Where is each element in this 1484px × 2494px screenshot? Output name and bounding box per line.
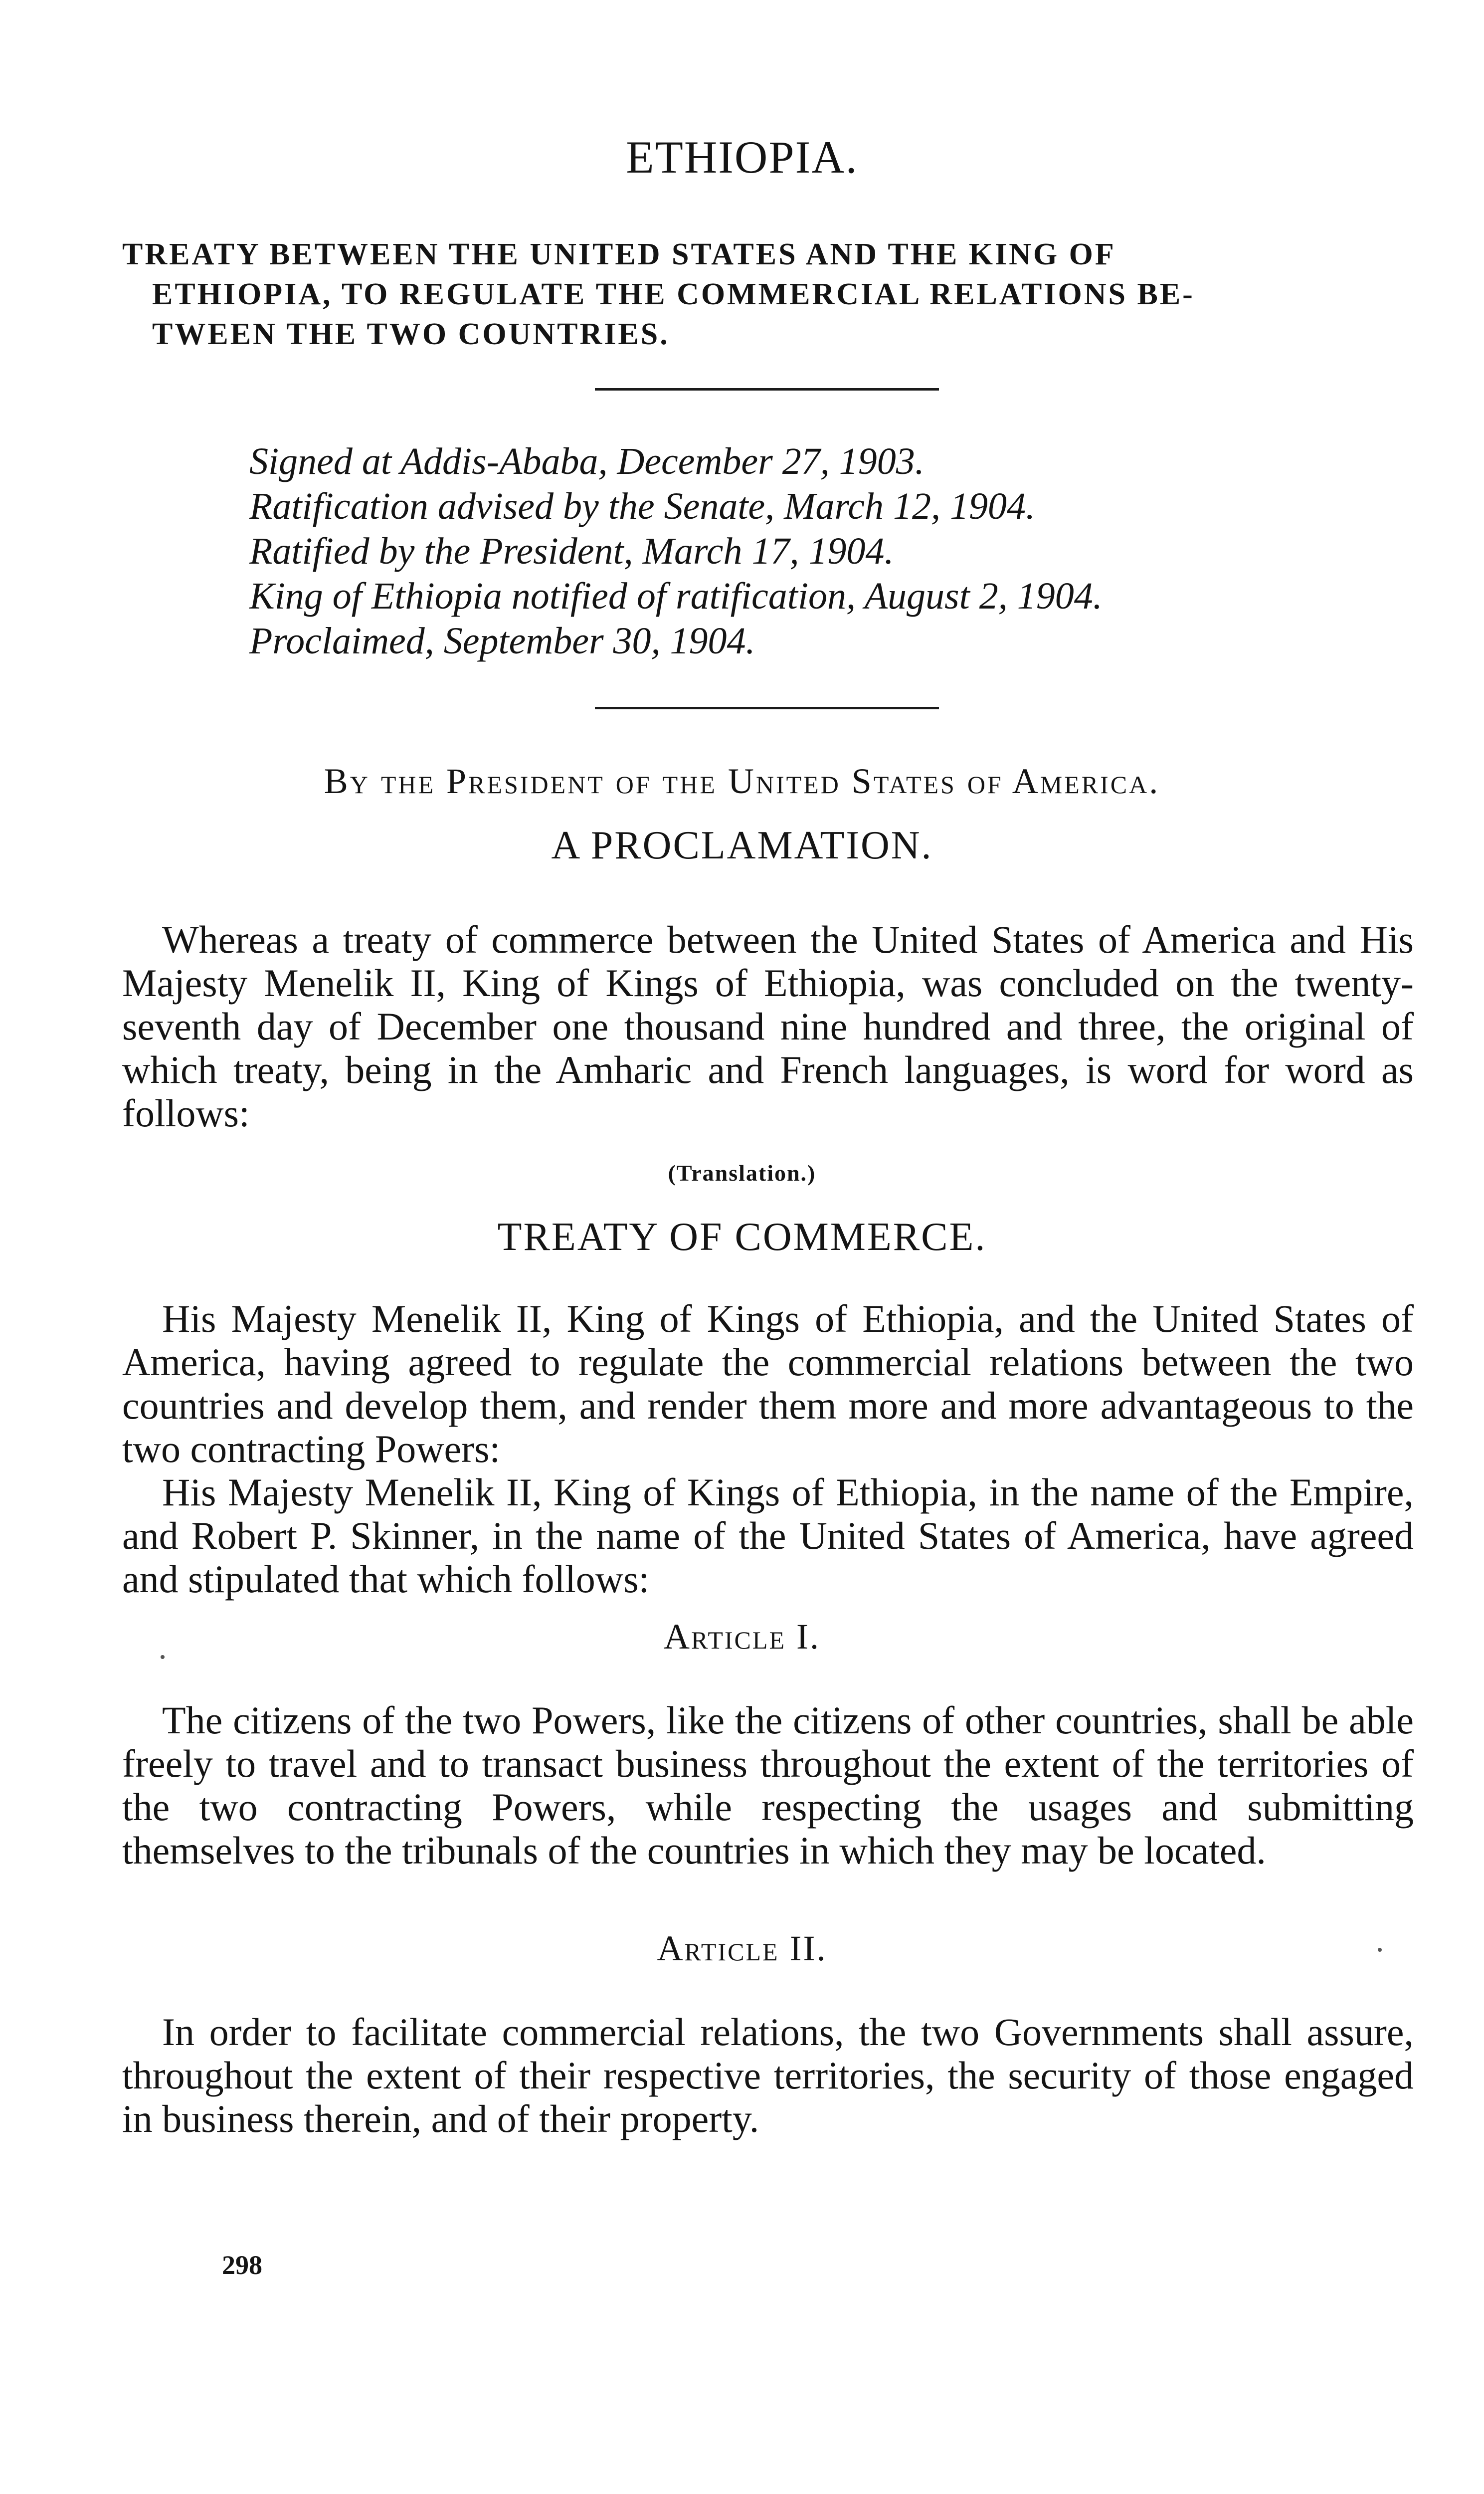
treaty-title-line: TWEEN THE TWO COUNTRIES. — [152, 317, 670, 351]
page-number: 298 — [222, 2250, 262, 2280]
treaty-title — [122, 234, 1414, 354]
date-line: Signed at Addis-Ababa, December 27, 1903. — [249, 440, 925, 482]
article-1-text — [122, 1698, 1414, 1872]
preamble-paragraph: His Majesty Menelik II, King of Kings of Ethiopia, and the United States of America, having agreed to regulate the commercial relations between the two countries and develop them, and render them more and more advantageous to the two contracting Powers: — [122, 1297, 1414, 1470]
print-speck — [1378, 1948, 1382, 1952]
date-line: King of Ethiopia notified of ratification, August 2, 1904. — [249, 575, 1103, 617]
preamble — [122, 1297, 1414, 1601]
document-heading: ETHIOPIA. — [626, 132, 858, 183]
treaty-title-line: ETHIOPIA, TO REGULATE THE COMMERCIAL RELATIONS BE- — [152, 277, 1195, 311]
date-line: Ratified by the President, March 17, 1904. — [249, 530, 894, 572]
article-paragraph: The citizens of the two Powers, like the citizens of other countries, shall be able freely to travel and to transact business throughout the extent of the territories of the two contracting Powers, while respecting the usages and submitting themselves to the tribunals of the countries in which they may be located. — [122, 1698, 1414, 1872]
article-paragraph: In order to facilitate commercial relations, the two Governments shall assure, throughout the extent of their respective territories, the security of those engaged in business therein, and of their property. — [122, 2010, 1414, 2140]
proclamation-title: A PROCLAMATION. — [551, 824, 933, 867]
treaty-title-line: TREATY BETWEEN THE UNITED STATES AND THE KING OF — [122, 237, 1116, 271]
preamble-paragraph: His Majesty Menelik II, King of Kings of Ethiopia, in the name of the Empire, and Robert P. Skinner, in the name of the United States of America, have agreed and stipulated that which follows: — [122, 1470, 1414, 1601]
divider-rule — [595, 707, 939, 709]
article-1-heading: Article I. — [664, 1617, 820, 1657]
article-2-heading: Article II. — [657, 1928, 827, 1968]
divider-rule — [595, 388, 939, 391]
by-the-president-line: By the President of the United States of America. — [324, 761, 1160, 801]
translation-note: (Translation.) — [668, 1160, 816, 1186]
print-speck — [161, 1655, 165, 1659]
paragraph-text: Whereas a treaty of commerce between the United States of America and His Majesty Menelik II, King of Kings of Ethiopia, was concluded on the twenty-seventh day of December one thousand nine hundred and three, the original of which treaty, being in the Amharic and French languages, is word for word as follows: — [122, 918, 1414, 1135]
treaty-of-commerce-title: TREATY OF COMMERCE. — [497, 1215, 987, 1259]
whereas-paragraph — [122, 918, 1414, 1135]
date-line: Proclaimed, September 30, 1904. — [249, 620, 755, 662]
date-line: Ratification advised by the Senate, March 12, 1904. — [249, 485, 1035, 527]
ratification-dates — [249, 439, 1396, 663]
article-2-text — [122, 2010, 1414, 2140]
